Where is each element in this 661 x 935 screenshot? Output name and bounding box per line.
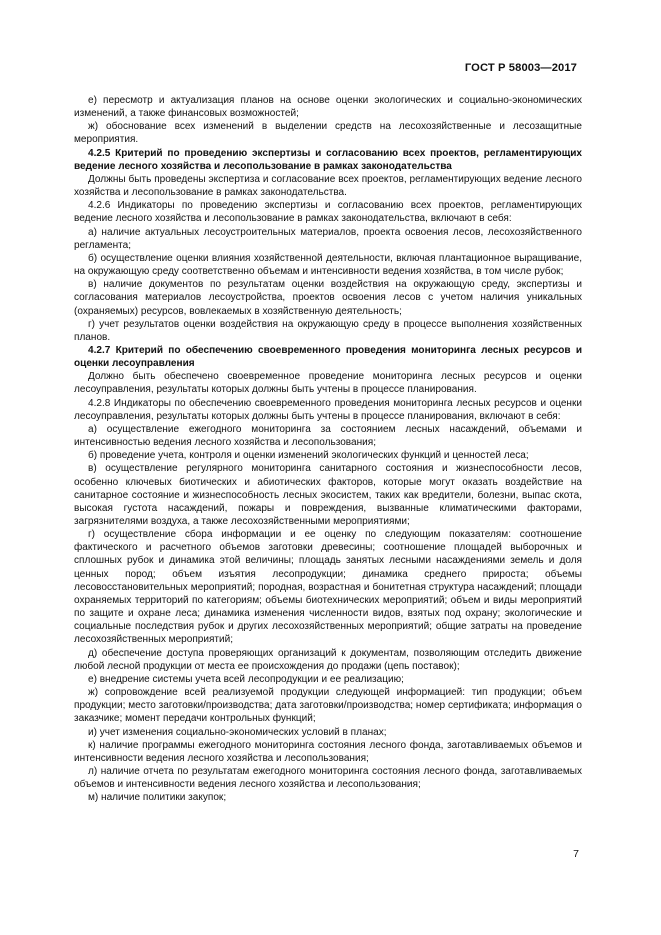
body-paragraph: а) наличие актуальных лесоустроительных материалов, проекта освоения лесов, лесохозяйственного регламента;	[74, 226, 582, 251]
body-paragraph: е) внедрение системы учета всей лесопродукции и ее реализацию;	[88, 673, 404, 685]
body-paragraph: в) осуществление регулярного мониторинга санитарного состояния и жизнеспособности лесов, особенно ключевых биотических и абиотических факторов, которые могут оказать воздействие на санитарное состояние и жизнеспособность лесных экосистем, таких как вредители, болезни, выпас скота, высокая густота насаждений, пожары и повреждения, вызванные климатическими факторами, загрязнителями воздуха, а также лесохозяйственными мероприятиями;	[74, 463, 582, 527]
page-number: 7	[573, 848, 579, 860]
document-body	[74, 94, 582, 804]
body-paragraph: ж) сопровождение всей реализуемой продукции следующей информацией: тип продукции; объем продукции; место заготовки/производства; дата заготовки/производства; номер сертификата; информация о заказчике; момент передачи контрольных функций;	[74, 687, 582, 725]
body-paragraph: а) осуществление ежегодного мониторинга за состоянием лесных насаждений, объемами и интенсивностью ведения лесного хозяйства и лесопользования;	[74, 423, 582, 449]
body-paragraph: к) наличие программы ежегодного мониторинга состояния лесного фонда, заготавливаемых объемов и интенсивности ведения лесного хозяйства и лесопользования;	[74, 739, 582, 764]
body-paragraph: 4.2.8 Индикаторы по обеспечению своевременного проведения мониторинга лесных ресурсов и оценки лесоуправления, результаты которых должны быть учтены в процессе планирования, включают в себя:	[74, 397, 582, 422]
body-paragraph: м) наличие политики закупок;	[88, 792, 227, 804]
body-paragraph: г) учет результатов оценки воздействия на окружающую среду в процессе выполнения хозяйственных планов.	[74, 318, 582, 343]
body-paragraph: и) учет изменения социально-экономических условий в планах;	[88, 726, 387, 738]
body-paragraph: Должно быть обеспечено своевременное проведение мониторинга лесных ресурсов и оценки лесоуправления, результаты которых должны быть учтены в процессе планирования.	[74, 371, 582, 396]
body-paragraph: б) проведение учета, контроля и оценки изменений экологических функций и ценностей леса;	[88, 450, 529, 462]
body-paragraph: ж) обоснование всех изменений в выделении средств на лесохозяйственные и лесозащитные мероприятия.	[74, 121, 582, 146]
document-number-header: ГОСТ Р 58003—2017	[464, 62, 577, 74]
body-paragraph: б) осуществление оценки влияния хозяйственной деятельности, включая плантационное выращивание, на окружающую среду соответственно объемам и интенсивности ведения хозяйства, в том числе рубок;	[74, 252, 582, 278]
body-paragraph: Должны быть проведены экспертиза и согласование всех проектов, регламентирующих ведение лесного хозяйства и лесопользование в рамках законодательства.	[74, 173, 582, 199]
body-paragraph: 4.2.6 Индикаторы по проведению экспертизы и согласованию всех проектов, регламентирующих ведение лесного хозяйства и лесопользование в рамках законодательства, включают в себя:	[74, 200, 582, 225]
section-heading: 4.2.5 Критерий по проведению экспертизы и согласованию всех проектов, регламентирующих ведение лесного хозяйства и лесопользование в рамках законодательства	[74, 147, 582, 172]
body-paragraph: л) наличие отчета по результатам ежегодного мониторинга состояния лесного фонда, заготавливаемых объемов и интенсивности ведения лесного хозяйства и лесопользования;	[74, 765, 582, 791]
body-paragraph: д) обеспечение доступа проверяющих организаций к документам, позволяющим отследить движение любой лесной продукции от места ее происхождения до продажи (цепь поставок);	[74, 647, 582, 672]
body-paragraph: е) пересмотр и актуализация планов на основе оценки экологических и социально-экономических изменений, а также финансовых возможностей;	[74, 95, 582, 120]
body-paragraph: г) осуществление сбора информации и ее оценку по следующим показателям: соотношение фактического и расчетного объемов заготовки древесины; соотношение площадей выборочных и сплошных рубок и динамика этой величины; площадь занятых лесными насаждениями земель и доля ценных пород; объем изъятия лесопродукции; динамика среднего прироста; объемы лесовосстановительных мероприятий; породная, возрастная и бонитетная структура насаждений; площади охраняемых территорий по категориям; объемы биотехнических мероприятий; объем и виды мероприятий по защите и охране леса; динамика изменения численности видов, взятых под охрану; экологические и социальные последствия рубок и других лесохозяйственных мероприятий; общие затраты на проведение лесохозяйственных мероприятий;	[74, 529, 582, 646]
body-paragraph: в) наличие документов по результатам оценки воздействия на окружающую среду, экспертизы и согласования материалов лесоустройства, проектов освоения лесов с учетом наличия уникальных (охраняемых) ресурсов, вовлекаемых в хозяйственную деятельность;	[74, 279, 582, 317]
section-heading: 4.2.7 Критерий по обеспечению своевременного проведения мониторинга лесных ресурсов и оценки лесоуправления	[74, 344, 582, 370]
